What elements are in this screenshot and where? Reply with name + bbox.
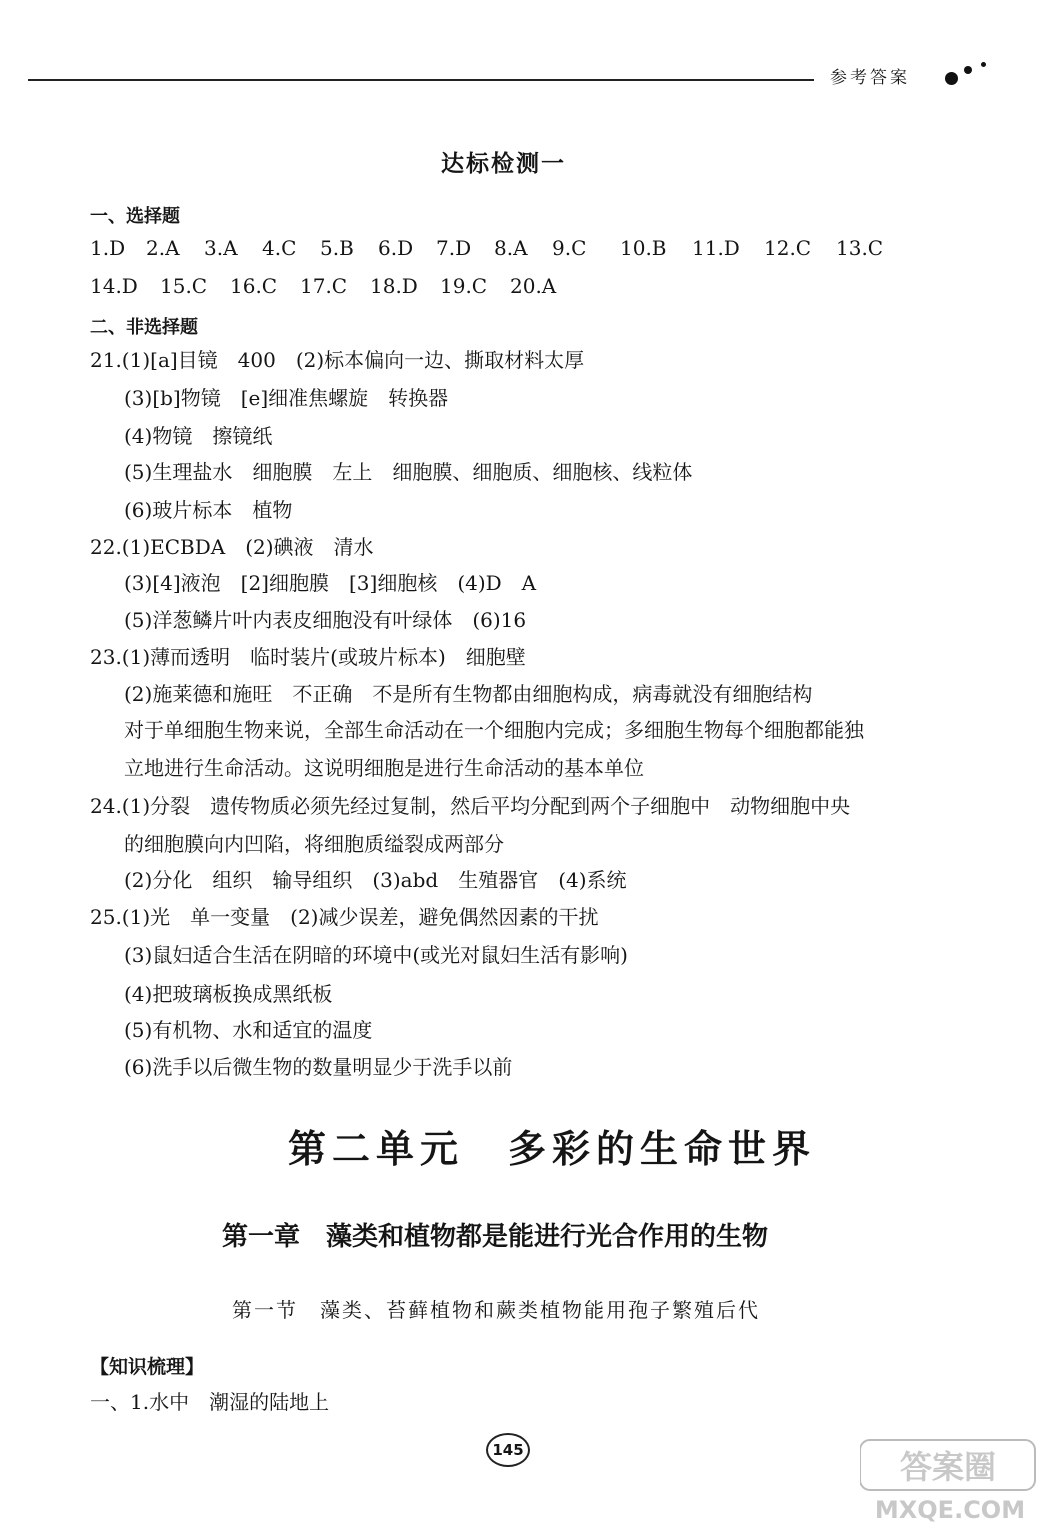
answer-line: 23.(1)薄而透明 临时装片(或玻片标本) 细胞壁 <box>90 645 526 669</box>
mc-answer: 7.D <box>436 236 472 260</box>
mc-answers-row2 <box>90 274 590 298</box>
answer-line: (5)有机物、水和适宜的温度 <box>124 1018 373 1042</box>
header-dot-medium <box>964 66 972 74</box>
chapter-title: 第一章 藻类和植物都是能进行光合作用的生物 <box>222 1222 769 1252</box>
mc-answer: 18.D <box>370 274 418 298</box>
answer-line: (2)分化 组织 输导组织 (3)abd 生殖器官 (4)系统 <box>124 868 627 892</box>
mc-answer: 4.C <box>262 236 297 260</box>
section2-heading: 二、非选择题 <box>90 317 198 338</box>
section1-heading: 一、选择题 <box>90 206 180 227</box>
mc-answer: 15.C <box>160 274 208 298</box>
mc-answer: 3.A <box>204 236 238 260</box>
watermark-text-bottom: MXQE.COM <box>874 1496 1026 1524</box>
answer-line: (5)洋葱鳞片叶内表皮细胞没有叶绿体 (6)16 <box>124 608 527 632</box>
mc-answer: 16.C <box>230 274 278 298</box>
answer-line: 立地进行生命活动。这说明细胞是进行生命活动的基本单位 <box>124 756 644 780</box>
answer-line: 22.(1)ECBDA (2)碘液 清水 <box>90 535 374 559</box>
answer-line: 21.(1)[a]目镜 400 (2)标本偏向一边、撕取材料太厚 <box>90 348 585 372</box>
mc-answer: 10.B <box>620 236 667 260</box>
header-rule <box>28 79 814 81</box>
knowledge-heading: 【知识梳理】 <box>90 1356 205 1378</box>
mc-answer: 12.C <box>764 236 812 260</box>
answer-line: (3)[4]液泡 [2]细胞膜 [3]细胞核 (4)D A <box>124 571 537 595</box>
mc-answers-row1 <box>90 236 950 260</box>
mc-answer: 17.C <box>300 274 348 298</box>
answer-line: 对于单细胞生物来说，全部生命活动在一个细胞内完成；多细胞生物每个细胞都能独 <box>124 718 864 742</box>
mc-answer: 11.D <box>692 236 740 260</box>
header-dot-small <box>981 62 986 67</box>
answer-line: 25.(1)光 单一变量 (2)减少误差，避免偶然因素的干扰 <box>90 905 599 929</box>
answer-line: (6)玻片标本 植物 <box>124 498 293 522</box>
mc-answer: 8.A <box>494 236 528 260</box>
answer-line: (2)施莱德和施旺 不正确 不是所有生物都由细胞构成，病毒就没有细胞结构 <box>124 682 813 706</box>
answer-line: (3)鼠妇适合生活在阴暗的环境中(或光对鼠妇生活有影响) <box>124 943 628 967</box>
answer-line: (4)把玻璃板换成黑纸板 <box>124 982 333 1006</box>
unit-title: 第二单元 多彩的生命世界 <box>288 1126 817 1171</box>
answer-line: (4)物镜 擦镜纸 <box>124 424 273 448</box>
mc-answer: 6.D <box>378 236 414 260</box>
section-title: 第一节 藻类、苔藓植物和蕨类植物能用孢子繁殖后代 <box>232 1298 760 1322</box>
watermark-logo <box>860 1438 1040 1528</box>
answer-line: (6)洗手以后微生物的数量明显少于洗手以前 <box>124 1055 513 1079</box>
page-title: 达标检测一 <box>441 151 566 177</box>
page-number: 145 <box>486 1433 530 1467</box>
header-label: 参考答案 <box>830 68 910 88</box>
knowledge-line: 一、1.水中 潮湿的陆地上 <box>90 1390 330 1414</box>
answer-line: 的细胞膜向内凹陷，将细胞质缢裂成两部分 <box>124 832 504 856</box>
watermark-text-top: 答案圈 <box>899 1448 997 1486</box>
mc-answer: 5.B <box>320 236 354 260</box>
mc-answer: 1.D <box>90 236 126 260</box>
answer-line: (5)生理盐水 细胞膜 左上 细胞膜、细胞质、细胞核、线粒体 <box>124 460 693 484</box>
mc-answer: 20.A <box>510 274 557 298</box>
mc-answer: 9.C <box>552 236 587 260</box>
mc-answer: 19.C <box>440 274 488 298</box>
mc-answer: 14.D <box>90 274 138 298</box>
answer-line: 24.(1)分裂 遗传物质必须先经过复制，然后平均分配到两个子细胞中 动物细胞中央 <box>90 794 851 818</box>
mc-answer: 13.C <box>836 236 884 260</box>
answer-line: (3)[b]物镜 [e]细准焦螺旋 转换器 <box>124 386 449 410</box>
header-dot-large <box>945 72 958 85</box>
mc-answer: 2.A <box>146 236 180 260</box>
